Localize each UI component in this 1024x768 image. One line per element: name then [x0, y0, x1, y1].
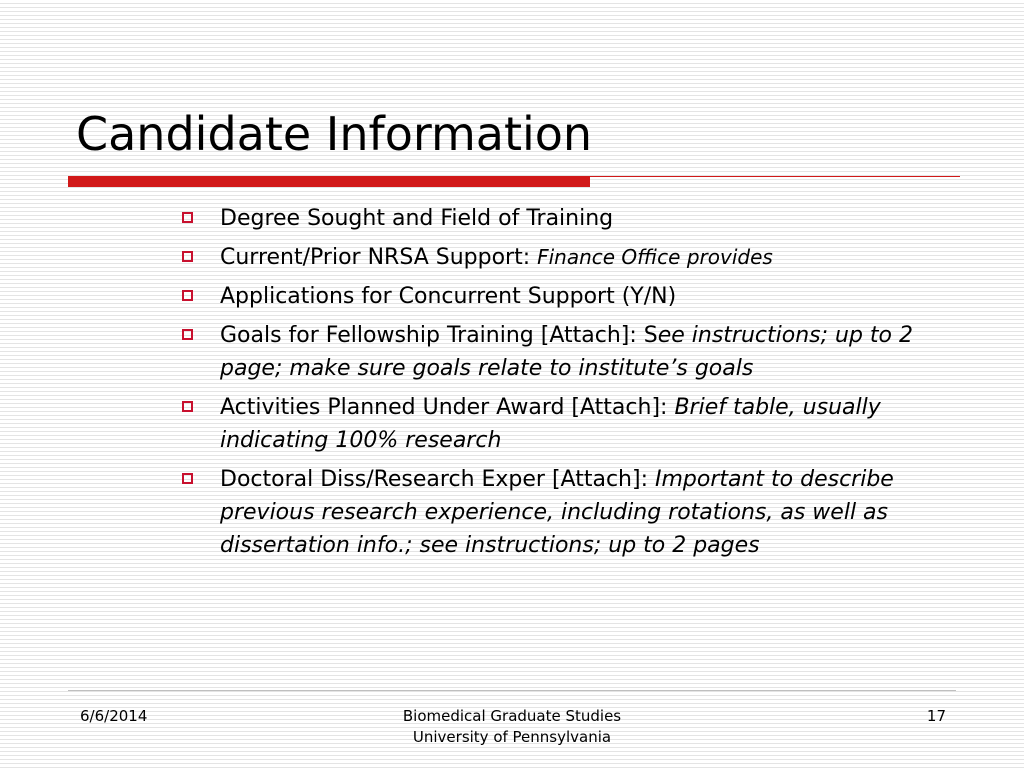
- footer-org-line2: University of Pennsylvania: [412, 728, 612, 746]
- footer-org-line1: Biomedical Graduate Studies: [402, 707, 622, 725]
- hollow-square-bullet-icon: [182, 329, 193, 340]
- footer-divider: [68, 690, 956, 691]
- bullet-note: Finance Office provides: [537, 245, 773, 269]
- bullet-item: [178, 202, 948, 235]
- hollow-square-bullet-icon: [182, 401, 193, 412]
- bullet-text: Degree Sought and Field of Training: [220, 206, 614, 231]
- hollow-square-bullet-icon: [182, 473, 193, 484]
- footer-organization: [362, 706, 662, 748]
- hollow-square-bullet-icon: [182, 212, 193, 223]
- bullet-text: Doctoral Diss/Research Exper [Attach]:: [220, 467, 655, 492]
- title-underline-thick: [68, 176, 590, 187]
- bullet-note: Brief table, usually indicating 100% research: [220, 395, 881, 453]
- bullet-item: [178, 391, 948, 457]
- bullet-item: [178, 463, 948, 562]
- footer-page-number: 17: [926, 707, 946, 725]
- bullet-item: [178, 319, 948, 385]
- bullet-text: Activities Planned Under Award [Attach]:: [220, 395, 675, 420]
- hollow-square-bullet-icon: [182, 251, 193, 262]
- bullet-text: Current/Prior NRSA Support:: [220, 245, 538, 270]
- bullet-list: [178, 202, 948, 568]
- title-underline-thin: [590, 176, 960, 177]
- bullet-item: [178, 241, 948, 274]
- bullet-text: Applications for Concurrent Support (Y/N): [220, 284, 677, 309]
- bullet-note: ee instructions; up to 2 page; make sure goals relate to institute’s goals: [220, 323, 913, 381]
- bullet-text: Goals for Fellowship Training [Attach]: S: [220, 323, 658, 348]
- bullet-note: Important to describe previous research experience, including rotations, as well as dissertation info.; see instructions; up to 2 pages: [220, 467, 894, 558]
- bullet-item: [178, 280, 948, 313]
- hollow-square-bullet-icon: [182, 290, 193, 301]
- slide-title: Candidate Information: [76, 107, 593, 161]
- footer-date: 6/6/2014: [80, 707, 148, 725]
